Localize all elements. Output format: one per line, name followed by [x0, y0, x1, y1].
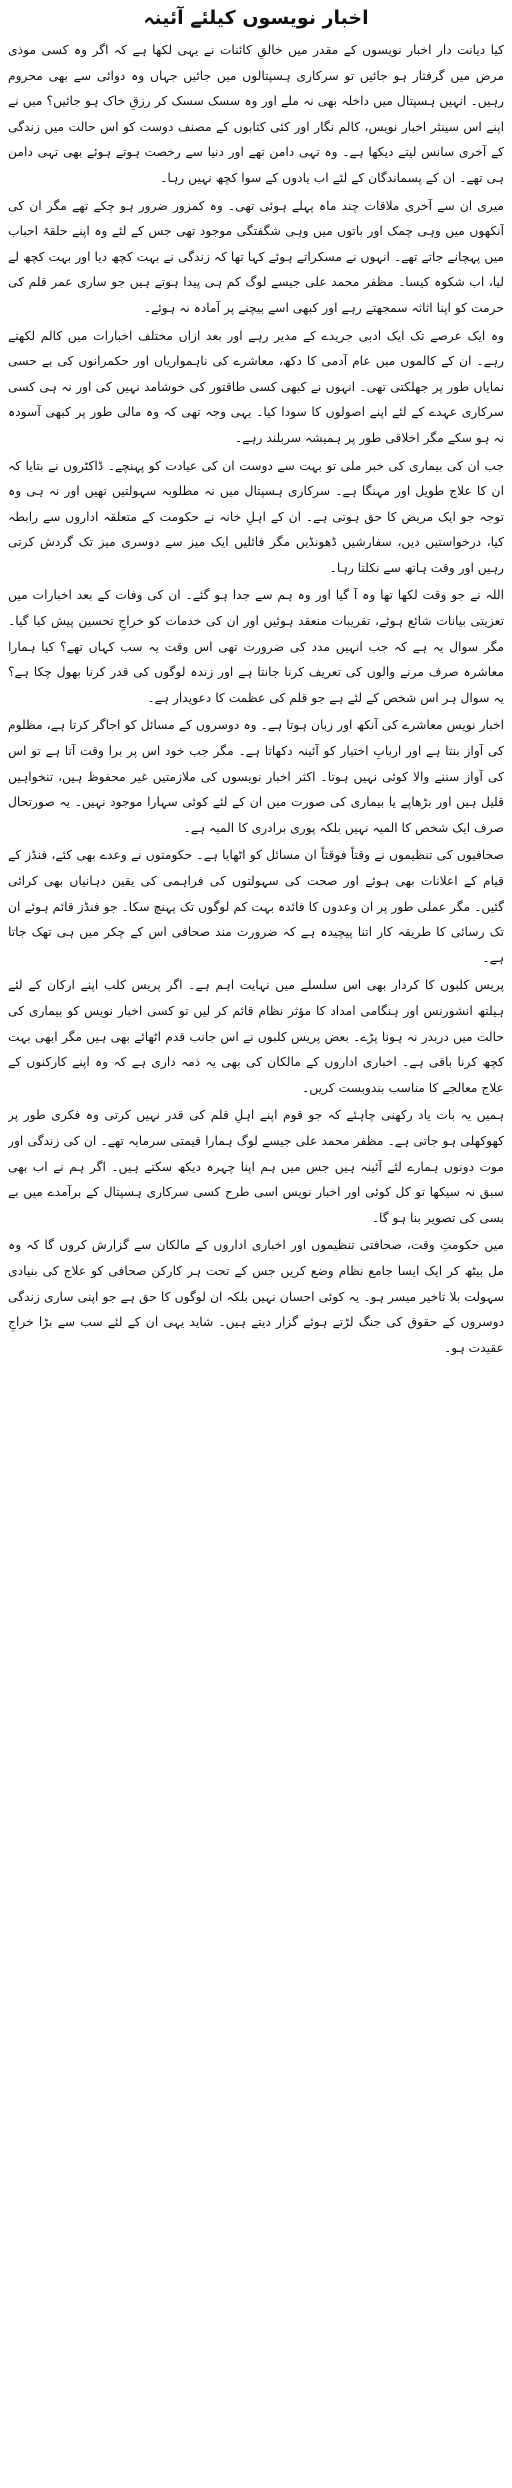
article-paragraph: میری ان سے آخری ملاقات چند ماہ پہلے ہوئی تھی۔ وہ کمزور ضرور ہو چکے تھے مگر ان کی آنکھوں میں وہی چمک اور باتوں میں وہی شگفتگی موجود تھی جس کے لئے وہ اپنے حلقۂ احباب میں پہچانے جاتے تھے۔ انہوں نے مسکراتے ہوئے کہا تھا کہ زندگی نے بہت کچھ دیا اور بہت کچھ لے لیا، اب شکوہ کیسا۔ مظفر محمد علی جیسے لوگ کم ہی پیدا ہوتے ہیں جو ساری عمر قلم کی حرمت کو اپنا اثاثہ سمجھتے رہے اور کبھی اسے بیچنے پر آمادہ نہ ہوئے۔ [8, 198, 504, 315]
article-paragraph: ہمیں یہ بات یاد رکھنی چاہئے کہ جو قوم اپنے اہلِ قلم کی قدر نہیں کرتی وہ فکری طور پر کھوکھلی ہو جاتی ہے۔ مظفر محمد علی جیسے لوگ ہمارا قیمتی سرمایہ تھے۔ ان کی زندگی اور موت دونوں ہمارے لئے آئینہ ہیں جس میں ہم اپنا چہرہ دیکھ سکتے ہیں۔ اگر ہم نے اب بھی سبق نہ سیکھا تو کل کوئی اور اخبار نویس اسی طرح کسی سرکاری ہسپتال کے برآمدے میں بے بسی کی تصویر بنا ہو گا۔ [8, 1108, 504, 1225]
article-paragraph: وہ ایک عرصے تک ایک ادبی جریدے کے مدیر رہے اور بعد ازاں مختلف اخبارات میں کالم لکھتے رہے۔ ان کے کالموں میں عام آدمی کا دکھ، معاشرے کی ناہمواریاں اور حکمرانوں کی بے حسی نمایاں طور پر جھلکتی تھی۔ انہوں نے کبھی کسی طاقتور کی خوشامد نہیں کی اور نہ ہی کسی سرکاری عہدے کے لئے اپنے اصولوں کا سودا کیا۔ یہی وجہ تھی کہ وہ مالی طور پر کبھی آسودہ نہ ہو سکے مگر اخلاقی طور پر ہمیشہ سربلند رہے۔ [8, 328, 504, 445]
article-body [8, 38, 504, 1361]
article-headline: اخبار نویسوں کیلئے آئینہ [143, 7, 369, 29]
article [8, 4, 504, 2482]
article-paragraph: اخبار نویس معاشرے کی آنکھ اور زبان ہوتا ہے۔ وہ دوسروں کے مسائل کو اجاگر کرتا ہے، مظلوم کی آواز بنتا ہے اور اربابِ اختیار کو آئینہ دکھاتا ہے۔ مگر جب خود اس پر برا وقت آتا ہے تو اس کی آواز سننے والا کوئی نہیں ہوتا۔ اکثر اخبار نویسوں کی ملازمتیں غیر محفوظ ہیں، تنخواہیں قلیل ہیں اور بڑھاپے یا بیماری کی صورت میں ان کے لئے کوئی سہارا موجود نہیں۔ یہ صورتحال صرف ایک شخص کا المیہ نہیں بلکہ پوری برادری کا المیہ ہے۔ [8, 718, 504, 835]
article-paragraph: کیا دیانت دار اخبار نویسوں کے مقدر میں خالقِ کائنات نے یہی لکھا ہے کہ اگر وہ کسی موذی مرض میں گرفتار ہو جائیں تو سرکاری ہسپتالوں میں جائیں جہاں وہ دوائی سے بھی محروم رہیں۔ انہیں ہسپتال میں داخلہ بھی نہ ملے اور وہ سسک سسک کر رزقِ خاک ہو جائیں؟ میں نے اپنے اس سینئر اخبار نویس، کالم نگار اور کئی کتابوں کے مصنف دوست کو اس حالت میں زندگی کے آخری سانس لیتے دیکھا ہے۔ وہ تہی دامن تھے اور دنیا سے رخصت ہوتے ہوئے بھی تہی دامن ہی تھے۔ ان کے پسماندگان کے لئے اب یادوں کے سوا کچھ نہیں رہا۔ [8, 43, 504, 185]
article-paragraph: پریس کلبوں کا کردار بھی اس سلسلے میں نہایت اہم ہے۔ اگر پریس کلب اپنے ارکان کے لئے ہیلتھ انشورنس اور ہنگامی امداد کا مؤثر نظام قائم کر لیں تو کسی اخبار نویس کو بیماری کی حالت میں دربدر نہ ہونا پڑے۔ بعض پریس کلبوں نے اس جانب قدم اٹھائے بھی ہیں مگر ابھی بہت کچھ کرنا باقی ہے۔ اخباری اداروں کے مالکان کی بھی یہ ذمہ داری ہے کہ وہ اپنے کارکنوں کے علاج معالجے کا مناسب بندوبست کریں۔ [8, 978, 504, 1095]
article-paragraph: جب ان کی بیماری کی خبر ملی تو بہت سے دوست ان کی عیادت کو پہنچے۔ ڈاکٹروں نے بتایا کہ ان کا علاج طویل اور مہنگا ہے۔ سرکاری ہسپتال میں نہ مطلوبہ سہولتیں تھیں اور نہ ہی وہ توجہ جو ایک مریض کا حق ہوتی ہے۔ ان کے اہلِ خانہ نے حکومت کے متعلقہ اداروں سے رابطہ کیا، درخواستیں دیں، سفارشیں ڈھونڈیں مگر فائلیں ایک میز سے دوسری میز تک گردش کرتی رہیں اور وقت ہاتھ سے نکلتا رہا۔ [8, 458, 504, 575]
article-paragraph: اللہ نے جو وقت لکھا تھا وہ آ گیا اور وہ ہم سے جدا ہو گئے۔ ان کی وفات کے بعد اخبارات میں تعزیتی بیانات شائع ہوئے، تقریبات منعقد ہوئیں اور ان کی خدمات کو خراجِ تحسین پیش کیا گیا۔ مگر سوال یہ ہے کہ جب انہیں مدد کی ضرورت تھی اس وقت یہ سب کہاں تھے؟ کیا ہمارا معاشرہ صرف مرنے والوں کی تعریف کرنا جانتا ہے اور زندہ لوگوں کی قدر کرنا بھول چکا ہے؟ یہ سوال ہر اس شخص کے لئے ہے جو قلم کی عظمت کا دعویدار ہے۔ [8, 588, 504, 705]
article-paragraph: صحافیوں کی تنظیموں نے وقتاً فوقتاً ان مسائل کو اٹھایا ہے۔ حکومتوں نے وعدے بھی کئے، فنڈز کے قیام کے اعلانات بھی ہوئے اور صحت کی سہولتوں کی فراہمی کی یقین دہانیاں بھی کرائی گئیں۔ مگر عملی طور پر ان وعدوں کا فائدہ بہت کم لوگوں تک پہنچ سکا۔ جو فنڈز قائم ہوئے ان تک رسائی کا طریقہ کار اتنا پیچیدہ ہے کہ ضرورت مند صحافی اس کے چکر میں ہی تھک جاتا ہے۔ [8, 848, 504, 965]
article-paragraph: میں حکومتِ وقت، صحافتی تنظیموں اور اخباری اداروں کے مالکان سے گزارش کروں گا کہ وہ مل بیٹھ کر ایک ایسا جامع نظام وضع کریں جس کے تحت ہر کارکن صحافی کو علاج کی بنیادی سہولت بلا تاخیر میسر ہو۔ یہ کوئی احسان نہیں بلکہ ان لوگوں کا حق ہے جو اپنی ساری زندگی دوسروں کے حقوق کی جنگ لڑتے ہوئے گزار دیتے ہیں۔ شاید یہی ان کے لئے سب سے بڑا خراجِ عقیدت ہو۔ [8, 1238, 504, 1355]
